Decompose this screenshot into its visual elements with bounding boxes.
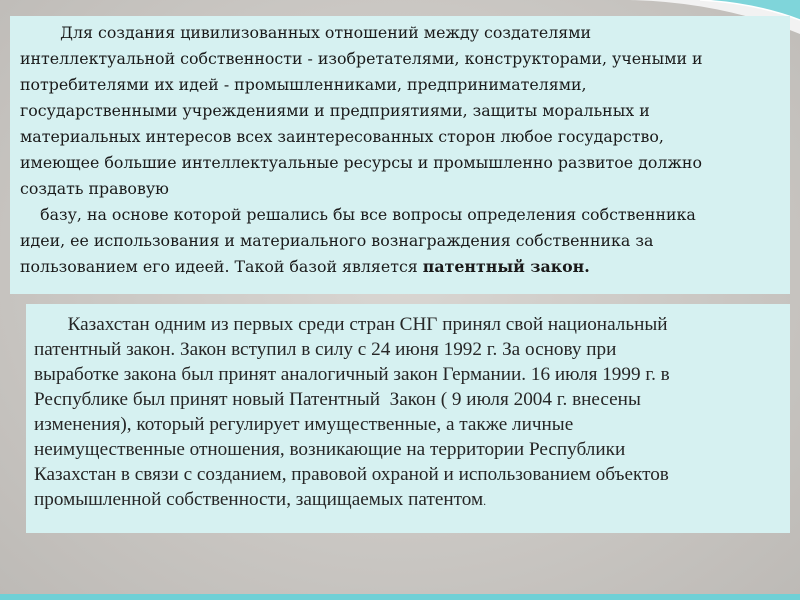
paragraph-line: государственными учреждениями и предприятиями, защиты моральных и bbox=[20, 101, 650, 120]
paragraph-line: Республике был принят новый Патентный Закон ( 9 июля 2004 г. внесены bbox=[34, 389, 641, 410]
paragraph-line: Для создания цивилизованных отношений между создателями bbox=[20, 23, 592, 42]
paragraph-line: выработке закона был принят аналогичный закон Германии. 16 июля 1999 г. в bbox=[34, 364, 670, 385]
paragraph-patent-law-intro bbox=[20, 20, 790, 280]
paragraph-line-text: промышленной собственности, защищаемых патентом bbox=[34, 489, 484, 510]
paragraph-line: создать правовую bbox=[20, 179, 169, 198]
bottom-accent-bar bbox=[0, 594, 800, 600]
paragraph-line: Казахстан в связи с созданием, правовой охраной и использованием объектов bbox=[34, 464, 669, 485]
paragraph-line: имеющее большие интеллектуальные ресурсы и промышленно развитое должно bbox=[20, 153, 702, 172]
paragraph-kazakhstan-law bbox=[34, 312, 784, 514]
paragraph-line: потребителями их идей - промышленниками, предпринимателями, bbox=[20, 75, 587, 94]
paragraph-line: Казахстан одним из первых среди стран СНГ принял свой национальный bbox=[34, 314, 668, 335]
paragraph-last-line bbox=[34, 487, 784, 514]
paragraph-line: базу, на основе которой решались бы все вопросы определения собственника bbox=[20, 205, 696, 224]
patent-law-term: патентный закон. bbox=[422, 257, 590, 276]
paragraph-line: материальных интересов всех заинтересованных сторон любое государство, bbox=[20, 127, 664, 146]
paragraph-line-text: пользованием его идеей. Такой базой является bbox=[20, 257, 423, 276]
paragraph-line: неимущественные отношения, возникающие на территории Республики bbox=[34, 439, 626, 460]
paragraph-last-line bbox=[20, 254, 790, 280]
paragraph-line: патентный закон. Закон вступил в силу с 24 июня 1992 г. За основу при bbox=[34, 339, 617, 360]
paragraph-line: идеи, ее использования и материального вознаграждения собственника за bbox=[20, 231, 654, 250]
paragraph-line: изменения), который регулирует имущественные, а также личные bbox=[34, 414, 574, 435]
paragraph-end-period: . bbox=[483, 494, 487, 508]
paragraph-line: интеллектуальной собственности - изобретателями, конструкторами, учеными и bbox=[20, 49, 703, 68]
